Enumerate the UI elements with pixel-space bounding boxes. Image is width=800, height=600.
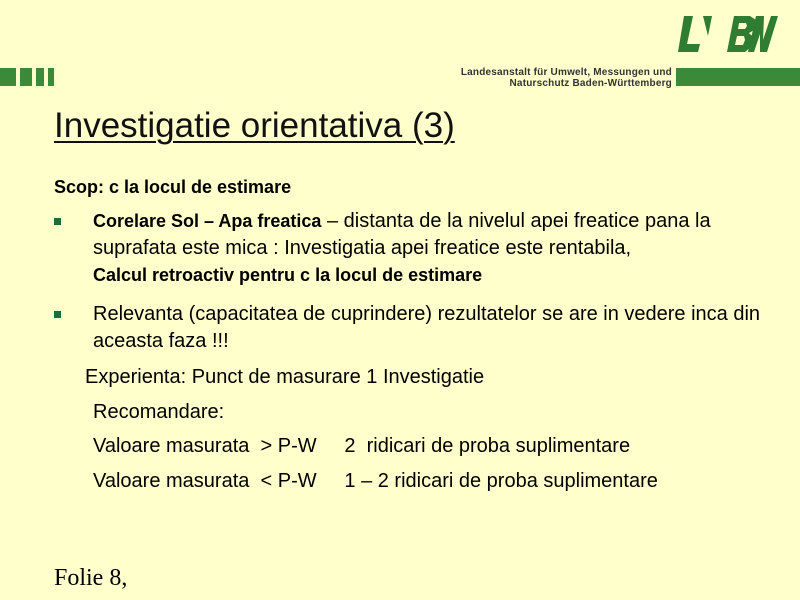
- experience-line: Experienta: Punct de masurare 1 Investigatie: [85, 366, 485, 388]
- value-line-1: Valoare masurata > P-W 2 ridicari de proba suplimentare: [93, 435, 631, 457]
- bullet-1-body: – distanta de la nivelul apei freatice pana la suprafata este mica : Investigatia apei freatice este rentabila,: [93, 210, 711, 259]
- recommendation-line: Recomandare:: [93, 401, 225, 423]
- scope-line: Scop: c la locul de estimare: [54, 177, 292, 197]
- slide-title: Investigatie orientativa (3): [54, 106, 455, 145]
- bullet-1-bold-lead: Corelare Sol – Apa freatica: [93, 211, 322, 231]
- bullet-marker-icon: [54, 311, 61, 318]
- slide-footer: Folie 8,: [54, 565, 128, 591]
- value-line-2: Valoare masurata < P-W 1 – 2 ridicari de proba suplimentare: [93, 470, 658, 492]
- lubw-logo: [676, 14, 778, 54]
- header-bar: [676, 68, 800, 86]
- bullet-1-bold-tail: Calcul retroactiv pentru c la locul de estimare: [93, 265, 483, 285]
- org-name-line2: Naturschutz Baden-Württemberg: [509, 78, 672, 89]
- bullet-2-text: Relevanta (capacitatea de cuprindere) rezultatelor se are in vedere inca din aceasta faza !!!: [93, 303, 761, 352]
- bullet-1-text: [93, 208, 793, 289]
- org-name-line1: Landesanstalt für Umwelt, Messungen und: [460, 67, 672, 78]
- bullet-marker-icon: [54, 218, 61, 225]
